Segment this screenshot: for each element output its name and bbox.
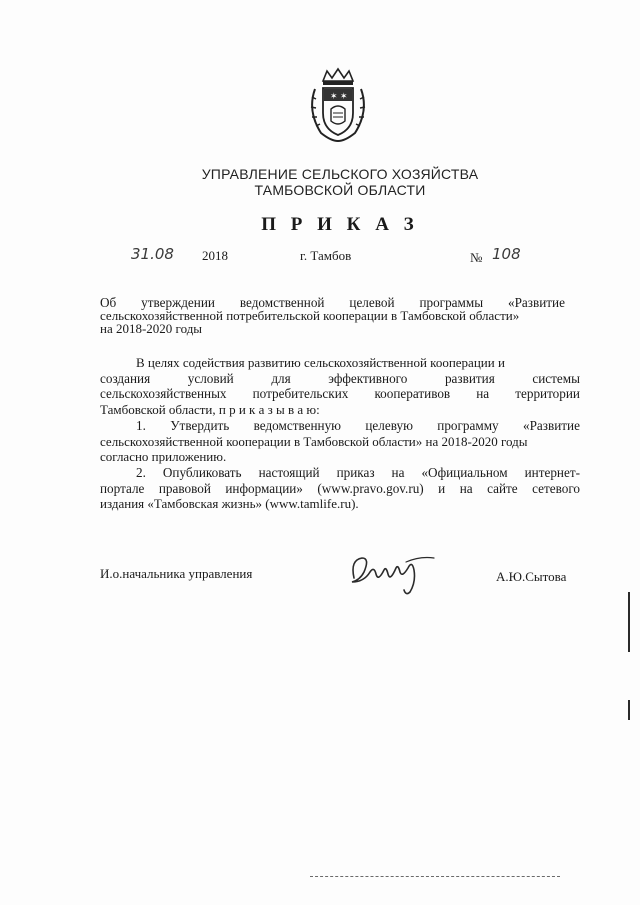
word: 1. [136,418,146,433]
word: потребительских [252,386,349,401]
preamble-line-4: Тамбовской области, п р и к а з ы в а ю: [100,401,320,417]
word: целевой [349,295,395,310]
word: на [476,386,490,401]
order-item-2 [100,465,580,512]
word: портале [100,480,145,496]
word: эффективного [328,370,408,386]
scan-edge-mark [628,592,630,652]
word: развития [444,370,495,386]
word: «Официальном [421,465,508,480]
word: информации» [225,480,303,496]
word: сельскохозяйственных [100,386,227,401]
order-number-label: № [470,250,483,265]
order-city: г. Тамбов [300,248,352,263]
word: создания [100,370,151,386]
word: приказ [336,465,375,480]
word: на [459,480,473,496]
scan-edge-mark [628,700,630,720]
order-date-handwritten: 31.08 [131,245,174,263]
word: 2. [136,465,146,480]
word: утверждении [141,295,215,310]
order-year: 2018 [202,248,228,263]
preamble-line-2 [100,371,580,387]
preamble-line-3 [100,386,580,402]
word: сайте [487,480,518,496]
word: «Развитие [508,295,565,310]
word: программу [437,418,499,433]
document-title: П Р И К А З [261,214,419,235]
coat-of-arms-icon [303,67,373,143]
word: условий [187,370,234,386]
word: ведомственную [253,418,342,433]
scan-artifact-line [310,876,560,877]
preamble-line-1: В целях содействия развитию сельскохозяйственной кооперации и [136,355,505,370]
signatory-position: И.о.начальника управления [100,566,253,581]
svg-text:✶: ✶ [330,92,338,102]
handwritten-signature [340,548,440,598]
item2-line-1 [100,465,580,481]
item1-line-3: согласно приложению. [100,449,227,464]
word: кооперативов [374,386,451,401]
order-subject [100,296,565,335]
order-number-handwritten: 108 [492,245,521,263]
word: для [271,370,291,386]
word: территории [515,386,580,401]
word: Об [100,295,117,310]
word: и [438,480,446,496]
word: программы [419,295,484,310]
item1-line-2: сельскохозяйственной кооперации в Тамбовской области» на 2018-2020 годы [100,433,528,449]
word: настоящий [258,465,320,480]
word: системы [532,370,580,386]
word: на [391,465,405,480]
signatory-name: А.Ю.Сытова [496,569,567,584]
order-item-1 [100,418,580,465]
item2-line-3: издания «Тамбовская жизнь» (www.tamlife.ru). [100,496,359,511]
word: «Развитие [522,418,580,433]
word: Утвердить [170,418,230,433]
item2-line-2 [100,481,580,497]
organization-name-line2: ТАМБОВСКОЙ ОБЛАСТИ [254,182,426,198]
organization-name-line1: УПРАВЛЕНИЕ СЕЛЬСКОГО ХОЗЯЙСТВА [201,166,479,182]
word: интернет- [524,465,580,480]
preamble [100,355,580,417]
svg-text:✶: ✶ [340,92,348,102]
word: сетевого [532,480,580,496]
word: ведомственной [239,295,325,310]
word: целевую [365,418,413,433]
word: (www.pravo.gov.ru) [317,480,424,496]
subject-line-2: сельскохозяйственной потребительской кооперации в Тамбовской области» [100,308,520,323]
word: правовой [158,480,211,496]
item1-line-1 [100,418,580,434]
word: Опубликовать [162,465,242,480]
subject-line-3: на 2018-2020 годы [100,321,203,336]
